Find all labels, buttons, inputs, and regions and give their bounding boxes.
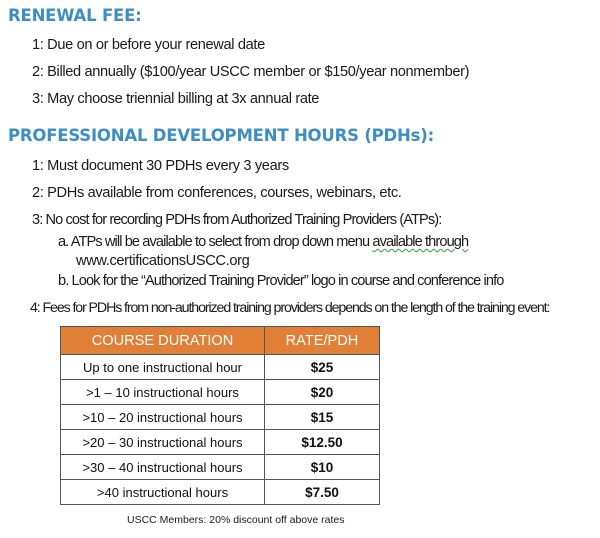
- duration-cell: >40 instructional hours: [61, 480, 265, 505]
- rate-cell: $20: [265, 380, 380, 405]
- rate-cell: $15: [265, 405, 380, 430]
- member-discount-note: USCC Members: 20% discount off above rates: [127, 514, 345, 526]
- renewal-item-due: 1: Due on or before your renewal date: [32, 37, 265, 53]
- atp-menu-text: a. ATPs will be available to select from drop down menu: [58, 234, 373, 250]
- pdh-item-fees: 4: Fees for PDHs from non-authorized training providers depends on the length of the training event:: [30, 300, 550, 316]
- pdh-item-available: 2: PDHs available from conferences, courses, webinars, etc.: [32, 185, 402, 201]
- fee-table-header-row: [61, 327, 380, 355]
- rate-cell: $10: [265, 455, 380, 480]
- table-row: [61, 430, 380, 455]
- pdh-item-document: 1: Must document 30 PDHs every 3 years: [32, 158, 289, 174]
- renewal-item-billed: 2: Billed annually ($100/year USCC member or $150/year nonmember): [32, 64, 470, 80]
- duration-cell: >20 – 30 instructional hours: [61, 430, 265, 455]
- pdh-fee-table: [60, 326, 380, 505]
- pdh-item-atp-logo: b. Look for the “Authorized Training Provider” logo in course and conference info: [58, 273, 504, 289]
- pdh-item-atp-menu: [58, 234, 468, 251]
- table-row: [61, 405, 380, 430]
- table-row: [61, 380, 380, 405]
- course-duration-header: COURSE DURATION: [61, 327, 265, 355]
- renewal-item-triennial: 3: May choose triennial billing at 3x annual rate: [32, 91, 320, 107]
- rate-cell: $12.50: [265, 430, 380, 455]
- rate-cell: $7.50: [265, 480, 380, 505]
- table-row: [61, 455, 380, 480]
- duration-cell: >10 – 20 instructional hours: [61, 405, 265, 430]
- renewal-fee-heading: RENEWAL FEE:: [8, 6, 142, 25]
- table-row: [61, 355, 380, 380]
- pdh-item-atp-url: www.certificationsUSCC.org: [76, 253, 250, 269]
- duration-cell: >30 – 40 instructional hours: [61, 455, 265, 480]
- spellcheck-flagged-text: available through: [372, 234, 469, 250]
- duration-cell: Up to one instructional hour: [61, 355, 265, 380]
- duration-cell: >1 – 10 instructional hours: [61, 380, 265, 405]
- pdh-heading: PROFESSIONAL DEVELOPMENT HOURS (PDHs):: [8, 126, 435, 145]
- rate-cell: $25: [265, 355, 380, 380]
- rate-per-pdh-header: RATE/PDH: [265, 327, 380, 355]
- table-row: [61, 480, 380, 505]
- pdh-item-no-cost: 3: No cost for recording PDHs from Authorized Training Providers (ATPs):: [32, 212, 442, 228]
